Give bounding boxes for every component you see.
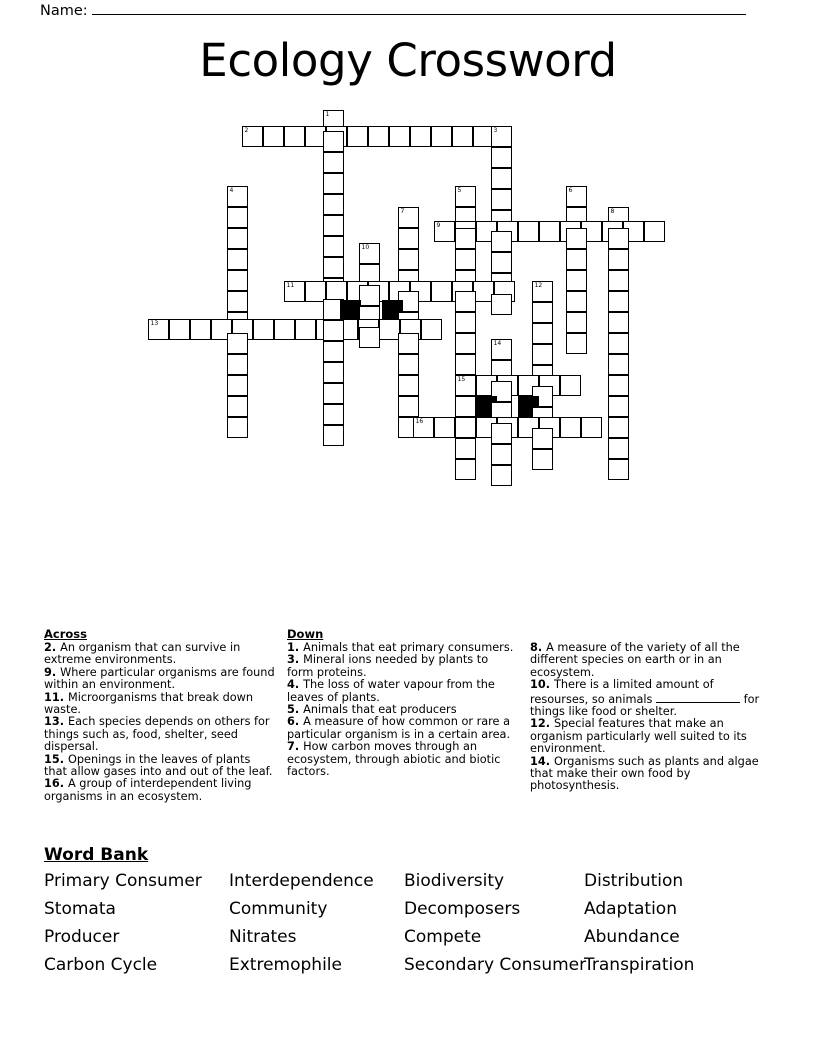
clue-item — [44, 754, 275, 779]
grid-cell[interactable] — [368, 126, 389, 147]
clue-number: 8. — [530, 641, 547, 654]
grid-cell[interactable] — [608, 438, 629, 459]
grid-cell[interactable] — [566, 270, 587, 291]
clue-number: 14. — [530, 754, 554, 768]
grid-cell[interactable] — [421, 319, 442, 340]
grid-cell[interactable] — [518, 221, 539, 242]
grid-cell[interactable] — [323, 131, 344, 152]
grid-cell[interactable] — [413, 417, 434, 438]
grid-cell[interactable] — [455, 333, 476, 354]
clue-item — [44, 642, 275, 667]
clue-text: for things like food or shelter. — [530, 692, 760, 719]
grid-cell-blocked — [340, 300, 361, 321]
clue-item — [287, 741, 518, 778]
clues-down-column-2 — [530, 627, 772, 793]
grid-cell[interactable] — [359, 243, 380, 264]
grid-cell[interactable] — [566, 333, 587, 354]
grid-cell[interactable] — [608, 417, 629, 438]
clue-number: 11. — [44, 690, 68, 704]
clue-number: 15. — [44, 752, 68, 766]
word-bank-word[interactable]: Distribution — [584, 871, 684, 891]
clue-item — [44, 692, 275, 717]
grid-clue-number: 9 — [436, 222, 441, 229]
clue-item — [287, 679, 518, 704]
word-bank-word[interactable]: Producer — [44, 927, 120, 947]
grid-cell[interactable] — [608, 333, 629, 354]
grid-clue-number: 11 — [286, 282, 295, 289]
grid-cell[interactable] — [491, 147, 512, 168]
clue-text: A measure of how common or rare a particular organism is in a certain area. — [287, 715, 511, 741]
grid-cell[interactable] — [491, 252, 512, 273]
grid-clue-number: 15 — [457, 376, 466, 383]
grid-cell[interactable] — [284, 126, 305, 147]
grid-cell[interactable] — [434, 221, 455, 242]
grid-cell[interactable] — [581, 417, 602, 438]
grid-clue-number: 12 — [534, 282, 543, 289]
clue-item — [530, 718, 760, 755]
grid-cell[interactable] — [455, 291, 476, 312]
clue-text: How carbon moves through an ecosystem, through abiotic and biotic factors. — [287, 740, 501, 779]
grid-cell[interactable] — [431, 126, 452, 147]
grid-cell[interactable] — [532, 281, 553, 302]
grid-cell[interactable] — [532, 323, 553, 344]
grid-clue-number: 6 — [568, 187, 573, 194]
clue-item — [530, 756, 760, 793]
clue-item — [44, 667, 275, 692]
word-bank-word[interactable]: Compete — [404, 927, 482, 947]
grid-cell[interactable] — [323, 215, 344, 236]
clue-text: Microorganisms that break down waste. — [44, 690, 254, 717]
down-clue-list-2 — [530, 642, 760, 793]
grid-cell[interactable] — [323, 194, 344, 215]
grid-cell[interactable] — [323, 341, 344, 362]
clue-text: Each species depends on others for things such as, food, shelter, seed dispersal. — [44, 715, 270, 754]
name-field-row — [40, 2, 746, 19]
grid-cell[interactable] — [398, 396, 419, 417]
clue-text: Mineral ions needed by plants to form proteins. — [287, 653, 489, 679]
clue-item — [287, 654, 518, 679]
grid-cell[interactable] — [566, 228, 587, 249]
grid-cell[interactable] — [491, 189, 512, 210]
grid-cell[interactable] — [295, 319, 316, 340]
grid-cell[interactable] — [491, 339, 512, 360]
word-bank-word[interactable]: Biodiversity — [404, 871, 505, 891]
grid-clue-number: 3 — [493, 127, 498, 134]
grid-cell[interactable] — [566, 312, 587, 333]
grid-cell[interactable] — [227, 207, 248, 228]
grid-cell[interactable] — [491, 126, 512, 147]
word-bank-word[interactable]: Adaptation — [584, 899, 677, 919]
clue-number: 12. — [530, 717, 554, 731]
grid-cell[interactable] — [190, 319, 211, 340]
clue-blank-line[interactable] — [656, 692, 740, 703]
grid-clue-number: 10 — [361, 244, 370, 251]
clue-item — [530, 642, 760, 679]
word-bank-grid — [44, 870, 784, 977]
grid-cell[interactable] — [323, 236, 344, 257]
clue-number: 6. — [287, 715, 304, 729]
clue-text: Animals that eat producers — [303, 703, 457, 717]
grid-cell[interactable] — [323, 383, 344, 404]
clues-across-column — [44, 627, 287, 803]
word-bank-word[interactable]: Extremophile — [229, 955, 342, 975]
grid-cell[interactable] — [284, 281, 305, 302]
grid-cell[interactable] — [323, 404, 344, 425]
grid-cell[interactable] — [566, 186, 587, 207]
grid-cell[interactable] — [169, 319, 190, 340]
grid-cell[interactable] — [608, 249, 629, 270]
clue-item — [44, 716, 275, 753]
grid-cell[interactable] — [452, 126, 473, 147]
grid-cell[interactable] — [398, 207, 419, 228]
word-bank-word[interactable]: Abundance — [584, 927, 680, 947]
clue-item — [530, 679, 760, 718]
grid-cell[interactable] — [323, 257, 344, 278]
grid-cell[interactable] — [359, 327, 380, 348]
grid-cell[interactable] — [539, 221, 560, 242]
grid-cell[interactable] — [398, 228, 419, 249]
grid-clue-number: 16 — [415, 418, 424, 425]
word-bank-word[interactable]: Interdependence — [229, 871, 374, 891]
grid-cell[interactable] — [560, 417, 581, 438]
grid-clue-number: 14 — [493, 340, 502, 347]
clue-text: Organisms such as plants and algae that make their own food by photosynthesis. — [530, 754, 759, 793]
grid-clue-number: 1 — [325, 111, 330, 118]
grid-cell[interactable] — [491, 231, 512, 252]
clue-item — [287, 716, 518, 741]
grid-cell[interactable] — [398, 249, 419, 270]
grid-cell[interactable] — [410, 126, 431, 147]
grid-cell[interactable] — [491, 168, 512, 189]
grid-cell[interactable] — [347, 126, 368, 147]
grid-cell[interactable] — [431, 281, 452, 302]
across-clue-list — [44, 642, 275, 803]
clue-number: 4. — [287, 678, 304, 692]
clue-number: 16. — [44, 777, 68, 791]
clue-text: Openings in the leaves of plants that allow gases into and out of the leaf. — [44, 752, 273, 779]
grid-cell[interactable] — [323, 173, 344, 194]
grid-cell[interactable] — [532, 428, 553, 449]
clue-text: Animals that eat primary consumers. — [303, 641, 514, 654]
grid-cell[interactable] — [323, 320, 344, 341]
grid-cell[interactable] — [398, 354, 419, 375]
grid-cell[interactable] — [227, 228, 248, 249]
grid-cell[interactable] — [608, 228, 629, 249]
grid-cell[interactable] — [253, 319, 274, 340]
grid-cell[interactable] — [398, 333, 419, 354]
word-bank-word[interactable]: Nitrates — [229, 927, 297, 947]
clues-section — [44, 627, 772, 803]
clue-number: 2. — [44, 641, 61, 654]
grid-cell[interactable] — [455, 354, 476, 375]
grid-cell[interactable] — [359, 285, 380, 306]
clue-text: Special features that make an organism particularly well suited to its environment. — [530, 717, 747, 756]
word-bank-word[interactable]: Primary Consumer — [44, 871, 202, 891]
clue-text: A measure of the variety of all the different species on earth or in an ecosystem. — [530, 641, 740, 679]
grid-cell[interactable] — [274, 319, 295, 340]
clue-number: 3. — [287, 653, 304, 667]
grid-cell[interactable] — [398, 375, 419, 396]
clue-text: Where particular organisms are found within an environment. — [44, 665, 275, 692]
grid-cell[interactable] — [491, 465, 512, 486]
grid-cell[interactable] — [532, 344, 553, 365]
grid-cell[interactable] — [608, 354, 629, 375]
grid-cell[interactable] — [389, 126, 410, 147]
grid-cell[interactable] — [608, 291, 629, 312]
grid-cell[interactable] — [608, 396, 629, 417]
clue-number: 10. — [530, 678, 554, 692]
page-title: Ecology Crossword — [199, 34, 617, 87]
word-bank-word[interactable]: Decomposers — [404, 899, 521, 919]
grid-cell[interactable] — [491, 294, 512, 315]
grid-clue-number: 8 — [610, 208, 615, 215]
grid-cell[interactable] — [455, 459, 476, 480]
grid-clue-number: 4 — [229, 187, 234, 194]
grid-cell[interactable] — [608, 375, 629, 396]
grid-cell[interactable] — [566, 291, 587, 312]
clue-text: A group of interdependent living organisms in an ecosystem. — [44, 777, 252, 803]
grid-cell[interactable] — [455, 396, 476, 417]
name-label: Name: — [40, 3, 88, 19]
across-heading: Across — [44, 627, 87, 641]
grid-cell[interactable] — [323, 152, 344, 173]
word-bank-word[interactable]: Stomata — [44, 899, 116, 919]
grid-cell[interactable] — [227, 291, 248, 312]
word-bank-word[interactable]: Community — [229, 899, 328, 919]
grid-cell[interactable] — [227, 270, 248, 291]
grid-cell[interactable] — [560, 375, 581, 396]
clue-number: 9. — [44, 665, 61, 679]
clue-text: The loss of water vapour from the leaves of plants. — [287, 678, 495, 704]
grid-cell[interactable] — [455, 186, 476, 207]
grid-cell[interactable] — [263, 126, 284, 147]
grid-cell[interactable] — [608, 459, 629, 480]
down-heading: Down — [287, 627, 324, 641]
word-bank-word[interactable]: Transpiration — [584, 955, 695, 975]
clue-text: There is a limited amount of resourses, so animals — [530, 678, 714, 706]
grid-cell[interactable] — [323, 425, 344, 446]
grid-cell[interactable] — [566, 249, 587, 270]
name-write-in-line[interactable] — [92, 2, 746, 15]
grid-cell[interactable] — [227, 249, 248, 270]
clue-text: An organism that can survive in extreme environments. — [44, 641, 241, 667]
grid-cell[interactable] — [227, 396, 248, 417]
grid-cell[interactable] — [455, 249, 476, 270]
grid-cell[interactable] — [455, 312, 476, 333]
grid-cell[interactable] — [491, 423, 512, 444]
grid-cell[interactable] — [608, 270, 629, 291]
word-bank-word[interactable]: Carbon Cycle — [44, 955, 158, 975]
clue-number: 1. — [287, 641, 304, 654]
grid-clue-number: 2 — [244, 127, 249, 134]
grid-cell[interactable] — [644, 221, 665, 242]
clue-item — [44, 778, 275, 803]
down-clue-list-1 — [287, 642, 518, 778]
grid-clue-number: 5 — [457, 187, 462, 194]
clue-number: 7. — [287, 740, 304, 754]
grid-cell[interactable] — [455, 228, 476, 249]
grid-cell[interactable] — [532, 302, 553, 323]
grid-clue-number: 13 — [150, 320, 159, 327]
grid-cell[interactable] — [455, 438, 476, 459]
word-bank-word[interactable]: Secondary Consumer — [404, 955, 587, 975]
grid-cell[interactable] — [491, 444, 512, 465]
word-bank-section — [44, 845, 784, 977]
grid-cell[interactable] — [148, 319, 169, 340]
grid-cell[interactable] — [227, 375, 248, 396]
grid-clue-number: 7 — [400, 208, 405, 215]
grid-cell[interactable] — [227, 354, 248, 375]
clue-number: 13. — [44, 715, 68, 729]
grid-cell[interactable] — [227, 186, 248, 207]
grid-cell[interactable] — [608, 312, 629, 333]
clue-number: 5. — [287, 703, 304, 717]
grid-cell[interactable] — [323, 362, 344, 383]
grid-cell[interactable] — [434, 417, 455, 438]
word-bank-heading: Word Bank — [44, 845, 149, 865]
grid-cell[interactable] — [227, 417, 248, 438]
grid-cell[interactable] — [242, 126, 263, 147]
clues-down-column-1 — [287, 627, 530, 778]
grid-cell[interactable] — [227, 333, 248, 354]
grid-cell[interactable] — [379, 319, 400, 340]
grid-cell[interactable] — [455, 375, 476, 396]
grid-cell[interactable] — [455, 417, 476, 438]
grid-cell[interactable] — [532, 449, 553, 470]
